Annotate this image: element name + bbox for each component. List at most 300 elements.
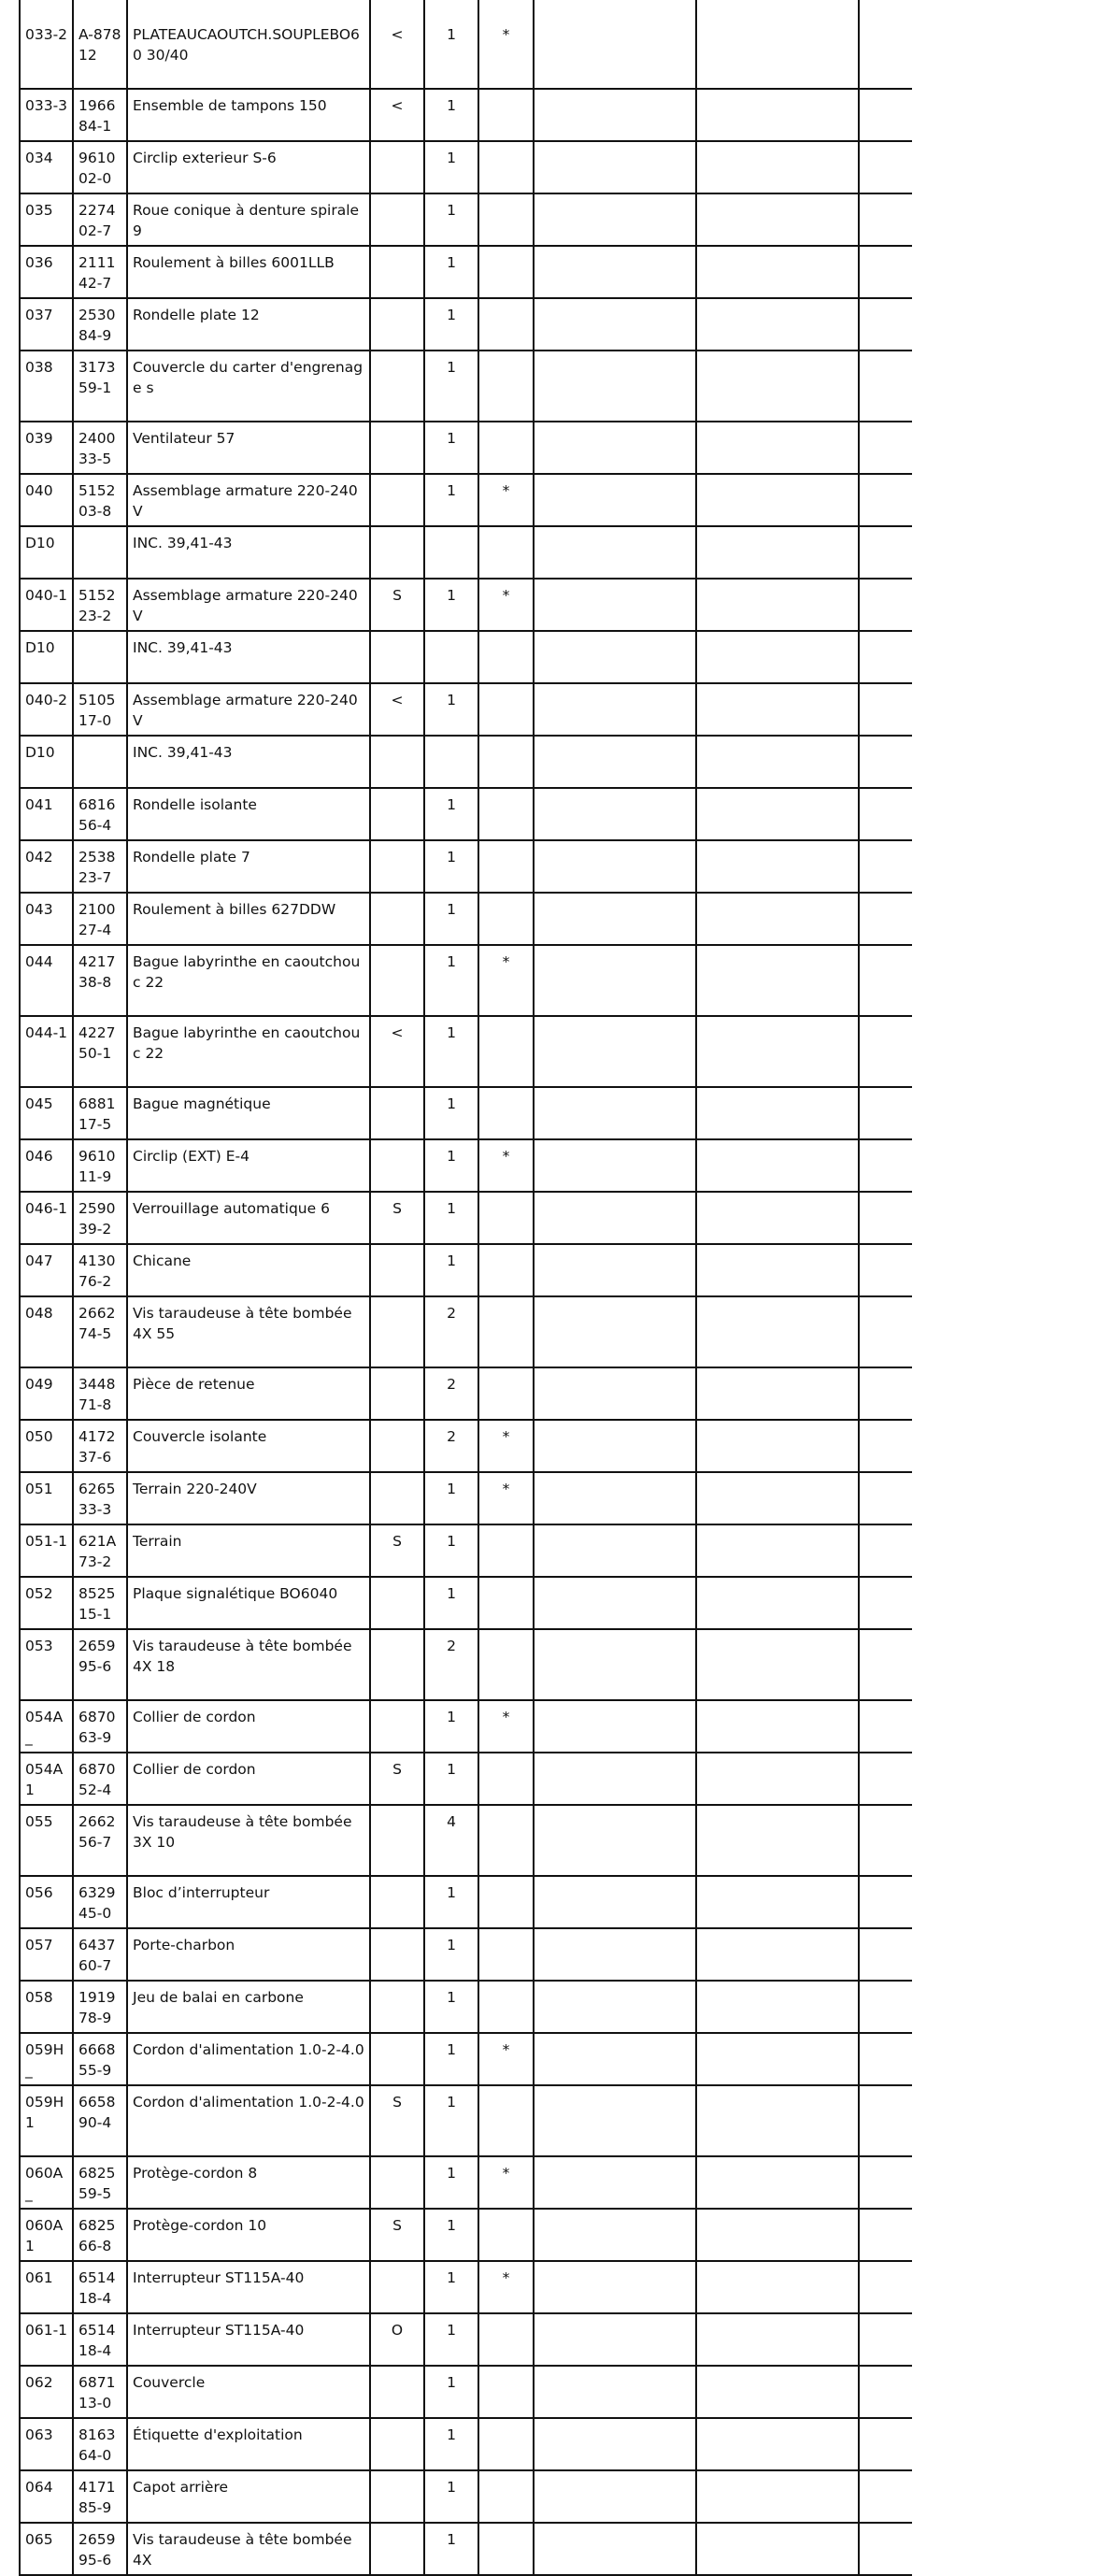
asterisk-cell [479, 2419, 535, 2469]
empty-cell [697, 1421, 860, 1471]
quantity-cell: 1 [425, 2524, 479, 2574]
quantity-cell: 1 [425, 2210, 479, 2260]
part-code-cell: 211142-7 [74, 247, 128, 297]
asterisk-cell [479, 1193, 535, 1243]
table-row [19, 1753, 912, 1806]
asterisk-cell [479, 841, 535, 892]
empty-cell [535, 2262, 697, 2312]
empty-cell [535, 1525, 697, 1576]
asterisk-cell [479, 1088, 535, 1138]
description-cell: Interrupteur ST115A-40 [128, 2262, 371, 2312]
empty-cell [535, 19, 697, 88]
description-cell: Terrain 220-240V [128, 1473, 371, 1524]
empty-cell [697, 1630, 860, 1699]
empty-cell [697, 632, 860, 682]
empty-cell [535, 351, 697, 421]
empty-cell [697, 142, 860, 193]
column-divider [126, 0, 128, 19]
quantity-cell [425, 632, 479, 682]
description-cell: Collier de cordon [128, 1701, 371, 1752]
description-cell: INC. 39,41-43 [128, 527, 371, 578]
part-number-cell: 053 [19, 1630, 74, 1699]
part-number-cell: 058 [19, 1982, 74, 2032]
empty-cell [535, 1297, 697, 1367]
marker-cell [371, 475, 425, 525]
part-code-cell: 422750-1 [74, 1017, 128, 1086]
asterisk-cell: * [479, 580, 535, 630]
part-code-cell: 687063-9 [74, 1701, 128, 1752]
marker-cell [371, 841, 425, 892]
quantity-cell: 1 [425, 2314, 479, 2365]
part-code-cell: 259039-2 [74, 1193, 128, 1243]
description-cell: Rondelle plate 12 [128, 299, 371, 350]
asterisk-cell [479, 1368, 535, 1419]
asterisk-cell [479, 351, 535, 421]
empty-cell [697, 2262, 860, 2312]
quantity-cell: 1 [425, 2157, 479, 2208]
table-row [19, 1630, 912, 1701]
table-row [19, 2157, 912, 2210]
description-cell: Circlip (EXT) E-4 [128, 1140, 371, 1191]
empty-cell [697, 2419, 860, 2469]
empty-cell [697, 527, 860, 578]
empty-cell [535, 299, 697, 350]
asterisk-cell [479, 247, 535, 297]
asterisk-cell [479, 422, 535, 473]
quantity-cell [425, 527, 479, 578]
table-row [19, 2367, 912, 2419]
empty-cell [697, 789, 860, 839]
quantity-cell: 1 [425, 299, 479, 350]
table-row [19, 422, 912, 475]
empty-cell [697, 1193, 860, 1243]
marker-cell [371, 2419, 425, 2469]
marker-cell [371, 1140, 425, 1191]
description-cell: Protège-cordon 10 [128, 2210, 371, 2260]
description-cell: Roulement à billes 627DDW [128, 894, 371, 944]
part-number-cell: 044-1 [19, 1017, 74, 1086]
asterisk-cell [479, 1753, 535, 1804]
part-code-cell: 227402-7 [74, 194, 128, 245]
table-row [19, 299, 912, 351]
description-cell: Protège-cordon 8 [128, 2157, 371, 2208]
quantity-cell: 1 [425, 2471, 479, 2522]
column-divider [533, 0, 535, 19]
empty-cell [697, 1140, 860, 1191]
part-number-cell: 054A_ [19, 1701, 74, 1752]
table-row [19, 580, 912, 632]
part-code-cell [74, 737, 128, 787]
part-code-cell: 665890-4 [74, 2086, 128, 2155]
quantity-cell: 1 [425, 19, 479, 88]
part-number-cell: 041 [19, 789, 74, 839]
part-number-cell: 042 [19, 841, 74, 892]
empty-cell [535, 1017, 697, 1086]
table-row [19, 2419, 912, 2471]
empty-cell [697, 1982, 860, 2032]
marker-cell [371, 1473, 425, 1524]
part-number-cell: 050 [19, 1421, 74, 1471]
quantity-cell: 1 [425, 1578, 479, 1628]
part-number-cell: 040 [19, 475, 74, 525]
part-code-cell: 317359-1 [74, 351, 128, 421]
part-code-cell: 687113-0 [74, 2367, 128, 2417]
part-code-cell: 666855-9 [74, 2034, 128, 2084]
description-cell: Rondelle plate 7 [128, 841, 371, 892]
part-code-cell: 961002-0 [74, 142, 128, 193]
description-cell: Vis taraudeuse à tête bombée 3X 10 [128, 1806, 371, 1875]
empty-cell [535, 684, 697, 735]
asterisk-cell: * [479, 946, 535, 1015]
part-number-cell: 049 [19, 1368, 74, 1419]
asterisk-cell [479, 1877, 535, 1927]
description-cell: Ensemble de tampons 150 [128, 90, 371, 140]
asterisk-cell [479, 1245, 535, 1295]
part-number-cell: 054A1 [19, 1753, 74, 1804]
part-code-cell: 417185-9 [74, 2471, 128, 2522]
marker-cell: < [371, 1017, 425, 1086]
empty-cell [535, 2210, 697, 2260]
part-number-cell: D10 [19, 632, 74, 682]
description-cell: Capot arrière [128, 2471, 371, 2522]
asterisk-cell [479, 1525, 535, 1576]
part-number-cell: 062 [19, 2367, 74, 2417]
part-code-cell: 687052-4 [74, 1753, 128, 1804]
asterisk-cell [479, 684, 535, 735]
empty-cell [697, 1701, 860, 1752]
empty-cell [697, 247, 860, 297]
part-code-cell: 682566-8 [74, 2210, 128, 2260]
marker-cell [371, 1630, 425, 1699]
description-cell: Chicane [128, 1245, 371, 1295]
marker-cell: O [371, 2314, 425, 2365]
empty-cell [535, 247, 697, 297]
empty-cell [535, 1245, 697, 1295]
table-row [19, 1297, 912, 1368]
part-code-cell: 681656-4 [74, 789, 128, 839]
empty-cell [535, 580, 697, 630]
table-row [19, 194, 912, 247]
column-divider [369, 0, 371, 19]
part-code-cell: 688117-5 [74, 1088, 128, 1138]
asterisk-cell: * [479, 2157, 535, 2208]
marker-cell [371, 894, 425, 944]
description-cell: Bague labyrinthe en caoutchouc 22 [128, 1017, 371, 1086]
description-cell: Pièce de retenue [128, 1368, 371, 1419]
empty-cell [535, 632, 697, 682]
marker-cell [371, 2471, 425, 2522]
part-number-cell: 038 [19, 351, 74, 421]
part-code-cell: 196684-1 [74, 90, 128, 140]
empty-cell [535, 737, 697, 787]
part-code-cell: 961011-9 [74, 1140, 128, 1191]
part-code-cell: 210027-4 [74, 894, 128, 944]
part-number-cell: 034 [19, 142, 74, 193]
table-row [19, 1806, 912, 1877]
marker-cell [371, 1297, 425, 1367]
description-cell: Rondelle isolante [128, 789, 371, 839]
table-row [19, 2086, 912, 2157]
description-cell: Porte-charbon [128, 1929, 371, 1980]
quantity-cell: 1 [425, 90, 479, 140]
part-number-cell: 064 [19, 2471, 74, 2522]
part-number-cell: 061-1 [19, 2314, 74, 2365]
asterisk-cell [479, 1017, 535, 1086]
description-cell: PLATEAUCAOUTCH.SOUPLEBO60 30/40 [128, 19, 371, 88]
table-row [19, 1982, 912, 2034]
quantity-cell: 1 [425, 1245, 479, 1295]
part-number-cell: 051-1 [19, 1525, 74, 1576]
marker-cell [371, 2262, 425, 2312]
part-code-cell: A-87812 [74, 19, 128, 88]
empty-cell [535, 194, 697, 245]
empty-cell [697, 2157, 860, 2208]
part-number-cell: 039 [19, 422, 74, 473]
quantity-cell: 1 [425, 1017, 479, 1086]
asterisk-cell [479, 1297, 535, 1367]
empty-cell [697, 1578, 860, 1628]
part-number-cell: 056 [19, 1877, 74, 1927]
marker-cell [371, 2034, 425, 2084]
description-cell: Roue conique à denture spirale 9 [128, 194, 371, 245]
quantity-cell: 1 [425, 422, 479, 473]
part-code-cell: 510517-0 [74, 684, 128, 735]
marker-cell [371, 194, 425, 245]
marker-cell: < [371, 19, 425, 88]
part-code-cell: 651418-4 [74, 2314, 128, 2365]
description-cell: INC. 39,41-43 [128, 737, 371, 787]
description-cell: Roulement à billes 6001LLB [128, 247, 371, 297]
empty-cell [697, 2314, 860, 2365]
marker-cell [371, 1368, 425, 1419]
empty-cell [535, 2471, 697, 2522]
marker-cell: S [371, 580, 425, 630]
asterisk-cell [479, 194, 535, 245]
quantity-cell: 1 [425, 2367, 479, 2417]
empty-cell [535, 1701, 697, 1752]
quantity-cell: 1 [425, 894, 479, 944]
empty-cell [697, 2524, 860, 2574]
empty-cell [535, 1982, 697, 2032]
part-number-cell: 059H_ [19, 2034, 74, 2084]
part-number-cell: 035 [19, 194, 74, 245]
description-cell: Jeu de balai en carbone [128, 1982, 371, 2032]
table-row [19, 1473, 912, 1525]
quantity-cell: 1 [425, 1525, 479, 1576]
table-row [19, 527, 912, 580]
asterisk-cell: * [479, 2262, 535, 2312]
table-row [19, 1245, 912, 1297]
quantity-cell: 1 [425, 247, 479, 297]
parts-table [19, 19, 912, 2576]
table-row [19, 1701, 912, 1753]
quantity-cell: 1 [425, 2034, 479, 2084]
asterisk-cell [479, 2314, 535, 2365]
quantity-cell: 1 [425, 351, 479, 421]
table-row [19, 894, 912, 946]
asterisk-cell [479, 2524, 535, 2574]
asterisk-cell [479, 142, 535, 193]
part-number-cell: 060A_ [19, 2157, 74, 2208]
empty-cell [697, 19, 860, 88]
marker-cell [371, 142, 425, 193]
empty-cell [535, 1806, 697, 1875]
part-code-cell: 643760-7 [74, 1929, 128, 1980]
empty-cell [697, 894, 860, 944]
empty-cell [697, 475, 860, 525]
part-number-cell: 036 [19, 247, 74, 297]
asterisk-cell [479, 299, 535, 350]
marker-cell [371, 2157, 425, 2208]
marker-cell [371, 299, 425, 350]
empty-cell [535, 1193, 697, 1243]
part-number-cell: 044 [19, 946, 74, 1015]
asterisk-cell [479, 1982, 535, 2032]
empty-cell [697, 299, 860, 350]
table-row [19, 90, 912, 142]
asterisk-cell [479, 737, 535, 787]
quantity-cell: 1 [425, 2419, 479, 2469]
quantity-cell: 2 [425, 1421, 479, 1471]
marker-cell [371, 632, 425, 682]
part-number-cell: 043 [19, 894, 74, 944]
marker-cell [371, 247, 425, 297]
description-cell: Vis taraudeuse à tête bombée 4X 18 [128, 1630, 371, 1699]
part-code-cell: 626533-3 [74, 1473, 128, 1524]
empty-cell [697, 1929, 860, 1980]
description-cell: Vis taraudeuse à tête bombée 4X [128, 2524, 371, 2574]
empty-cell [535, 1630, 697, 1699]
marker-cell [371, 1088, 425, 1138]
description-cell: Ventilateur 57 [128, 422, 371, 473]
empty-cell [697, 1806, 860, 1875]
marker-cell: S [371, 2086, 425, 2155]
description-cell: Cordon d'alimentation 1.0-2-4.0 [128, 2034, 371, 2084]
column-divider [695, 0, 697, 19]
part-number-cell: 045 [19, 1088, 74, 1138]
quantity-cell: 2 [425, 1368, 479, 1419]
part-number-cell: 048 [19, 1297, 74, 1367]
part-code-cell: 421738-8 [74, 946, 128, 1015]
empty-cell [697, 2086, 860, 2155]
asterisk-cell [479, 1929, 535, 1980]
empty-cell [697, 841, 860, 892]
table-row [19, 19, 912, 90]
part-code-cell: 191978-9 [74, 1982, 128, 2032]
description-cell: Couvercle [128, 2367, 371, 2417]
description-cell: Couvercle isolante [128, 1421, 371, 1471]
empty-cell [697, 2210, 860, 2260]
table-row [19, 1525, 912, 1578]
quantity-cell: 1 [425, 194, 479, 245]
marker-cell [371, 789, 425, 839]
description-cell: Vis taraudeuse à tête bombée 4X 55 [128, 1297, 371, 1367]
table-row [19, 946, 912, 1017]
quantity-cell: 4 [425, 1806, 479, 1875]
part-code-cell: 266256-7 [74, 1806, 128, 1875]
asterisk-cell: * [479, 19, 535, 88]
empty-cell [535, 422, 697, 473]
empty-cell [535, 894, 697, 944]
quantity-cell: 1 [425, 1982, 479, 2032]
part-number-cell: 057 [19, 1929, 74, 1980]
table-row [19, 1193, 912, 1245]
asterisk-cell [479, 1630, 535, 1699]
asterisk-cell [479, 2086, 535, 2155]
marker-cell [371, 1929, 425, 1980]
marker-cell: < [371, 684, 425, 735]
table-row [19, 1140, 912, 1193]
description-cell: Assemblage armature 220-240V [128, 580, 371, 630]
part-code-cell: 816364-0 [74, 2419, 128, 2469]
marker-cell: S [371, 2210, 425, 2260]
table-row [19, 2210, 912, 2262]
empty-cell [697, 737, 860, 787]
description-cell: INC. 39,41-43 [128, 632, 371, 682]
empty-cell [535, 2367, 697, 2417]
description-cell: Terrain [128, 1525, 371, 1576]
column-divider [858, 0, 860, 19]
marker-cell [371, 1421, 425, 1471]
description-cell: Collier de cordon [128, 1753, 371, 1804]
marker-cell: < [371, 90, 425, 140]
asterisk-cell [479, 1806, 535, 1875]
marker-cell [371, 1982, 425, 2032]
part-code-cell: 682559-5 [74, 2157, 128, 2208]
part-number-cell: 065 [19, 2524, 74, 2574]
marker-cell [371, 351, 425, 421]
empty-cell [697, 1877, 860, 1927]
table-row [19, 2524, 912, 2576]
quantity-cell: 1 [425, 142, 479, 193]
table-row [19, 2262, 912, 2314]
quantity-cell: 1 [425, 475, 479, 525]
part-code-cell: 265995-6 [74, 2524, 128, 2574]
empty-cell [697, 1525, 860, 1576]
table-row [19, 1017, 912, 1088]
part-code-cell: 417237-6 [74, 1421, 128, 1471]
empty-cell [697, 1473, 860, 1524]
asterisk-cell [479, 2210, 535, 2260]
empty-cell [535, 1578, 697, 1628]
empty-cell [535, 2419, 697, 2469]
empty-cell [697, 1245, 860, 1295]
asterisk-cell: * [479, 1421, 535, 1471]
table-row [19, 737, 912, 789]
marker-cell [371, 2524, 425, 2574]
empty-cell [697, 1088, 860, 1138]
description-cell: Couvercle du carter d'engrenage s [128, 351, 371, 421]
marker-cell [371, 946, 425, 1015]
part-number-cell: 060A1 [19, 2210, 74, 2260]
part-number-cell: 047 [19, 1245, 74, 1295]
quantity-cell: 1 [425, 841, 479, 892]
empty-cell [535, 2086, 697, 2155]
table-row [19, 1578, 912, 1630]
table-row [19, 247, 912, 299]
part-code-cell: 515203-8 [74, 475, 128, 525]
part-number-cell: 063 [19, 2419, 74, 2469]
description-cell: Verrouillage automatique 6 [128, 1193, 371, 1243]
table-row [19, 1088, 912, 1140]
quantity-cell: 1 [425, 2086, 479, 2155]
part-code-cell: 632945-0 [74, 1877, 128, 1927]
empty-cell [535, 1877, 697, 1927]
part-number-cell: 033-2 [19, 19, 74, 88]
marker-cell: S [371, 1753, 425, 1804]
asterisk-cell: * [479, 1140, 535, 1191]
quantity-cell: 1 [425, 946, 479, 1015]
